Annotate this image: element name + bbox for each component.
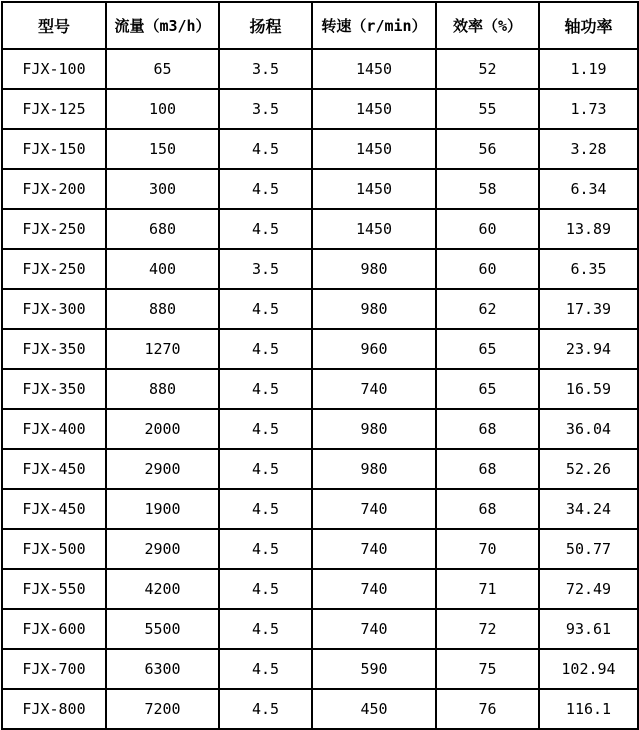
cell-speed: 740 <box>312 609 436 649</box>
cell-efficiency: 68 <box>436 409 539 449</box>
cell-flow: 1900 <box>106 489 219 529</box>
cell-shaft-power: 3.28 <box>539 129 638 169</box>
cell-speed: 1450 <box>312 89 436 129</box>
table-row <box>2 209 638 249</box>
table-row <box>2 489 638 529</box>
table-row <box>2 169 638 209</box>
cell-flow: 2900 <box>106 449 219 489</box>
cell-flow: 6300 <box>106 649 219 689</box>
table-header <box>2 2 638 49</box>
cell-head: 4.5 <box>219 649 312 689</box>
cell-efficiency: 60 <box>436 249 539 289</box>
cell-shaft-power: 50.77 <box>539 529 638 569</box>
table-row <box>2 49 638 89</box>
cell-model: FJX-125 <box>2 89 106 129</box>
cell-model: FJX-550 <box>2 569 106 609</box>
cell-shaft-power: 13.89 <box>539 209 638 249</box>
cell-model: FJX-450 <box>2 449 106 489</box>
table-row <box>2 449 638 489</box>
cell-speed: 1450 <box>312 129 436 169</box>
cell-model: FJX-700 <box>2 649 106 689</box>
cell-head: 4.5 <box>219 369 312 409</box>
cell-shaft-power: 36.04 <box>539 409 638 449</box>
cell-efficiency: 52 <box>436 49 539 89</box>
header-head: 扬程 <box>219 2 312 49</box>
pump-spec-table <box>1 1 639 730</box>
cell-speed: 980 <box>312 289 436 329</box>
cell-shaft-power: 34.24 <box>539 489 638 529</box>
cell-speed: 960 <box>312 329 436 369</box>
cell-speed: 740 <box>312 529 436 569</box>
cell-speed: 1450 <box>312 49 436 89</box>
cell-model: FJX-450 <box>2 489 106 529</box>
cell-speed: 740 <box>312 369 436 409</box>
cell-efficiency: 58 <box>436 169 539 209</box>
cell-shaft-power: 6.35 <box>539 249 638 289</box>
cell-model: FJX-250 <box>2 249 106 289</box>
cell-speed: 450 <box>312 689 436 729</box>
cell-shaft-power: 23.94 <box>539 329 638 369</box>
cell-head: 4.5 <box>219 609 312 649</box>
cell-model: FJX-200 <box>2 169 106 209</box>
cell-head: 4.5 <box>219 169 312 209</box>
table-row <box>2 329 638 369</box>
table-row <box>2 409 638 449</box>
cell-flow: 680 <box>106 209 219 249</box>
cell-model: FJX-400 <box>2 409 106 449</box>
cell-efficiency: 62 <box>436 289 539 329</box>
header-model: 型号 <box>2 2 106 49</box>
cell-flow: 880 <box>106 289 219 329</box>
table-row <box>2 89 638 129</box>
cell-speed: 980 <box>312 449 436 489</box>
cell-flow: 880 <box>106 369 219 409</box>
cell-efficiency: 56 <box>436 129 539 169</box>
cell-speed: 1450 <box>312 169 436 209</box>
cell-model: FJX-500 <box>2 529 106 569</box>
cell-head: 4.5 <box>219 569 312 609</box>
cell-speed: 980 <box>312 409 436 449</box>
cell-model: FJX-600 <box>2 609 106 649</box>
cell-shaft-power: 17.39 <box>539 289 638 329</box>
cell-model: FJX-300 <box>2 289 106 329</box>
cell-speed: 590 <box>312 649 436 689</box>
cell-head: 4.5 <box>219 129 312 169</box>
cell-model: FJX-800 <box>2 689 106 729</box>
cell-efficiency: 72 <box>436 609 539 649</box>
cell-shaft-power: 16.59 <box>539 369 638 409</box>
table-row <box>2 649 638 689</box>
header-speed: 转速（r/min） <box>312 2 436 49</box>
cell-head: 4.5 <box>219 409 312 449</box>
table-row <box>2 129 638 169</box>
cell-flow: 100 <box>106 89 219 129</box>
cell-efficiency: 70 <box>436 529 539 569</box>
cell-head: 4.5 <box>219 529 312 569</box>
cell-shaft-power: 72.49 <box>539 569 638 609</box>
table-row <box>2 369 638 409</box>
table-row <box>2 249 638 289</box>
cell-head: 4.5 <box>219 449 312 489</box>
cell-speed: 740 <box>312 569 436 609</box>
cell-flow: 4200 <box>106 569 219 609</box>
header-shaft-power: 轴功率 <box>539 2 638 49</box>
cell-efficiency: 71 <box>436 569 539 609</box>
cell-shaft-power: 52.26 <box>539 449 638 489</box>
cell-speed: 1450 <box>312 209 436 249</box>
table-row <box>2 529 638 569</box>
cell-shaft-power: 6.34 <box>539 169 638 209</box>
header-row <box>2 2 638 49</box>
cell-head: 4.5 <box>219 489 312 529</box>
cell-model: FJX-150 <box>2 129 106 169</box>
cell-flow: 65 <box>106 49 219 89</box>
cell-flow: 2000 <box>106 409 219 449</box>
cell-head: 3.5 <box>219 249 312 289</box>
table-row <box>2 689 638 729</box>
table-body <box>2 49 638 729</box>
table-row <box>2 569 638 609</box>
cell-model: FJX-100 <box>2 49 106 89</box>
cell-efficiency: 68 <box>436 489 539 529</box>
cell-efficiency: 65 <box>436 369 539 409</box>
cell-flow: 400 <box>106 249 219 289</box>
cell-shaft-power: 102.94 <box>539 649 638 689</box>
cell-efficiency: 75 <box>436 649 539 689</box>
table-row <box>2 289 638 329</box>
cell-head: 4.5 <box>219 329 312 369</box>
cell-shaft-power: 1.73 <box>539 89 638 129</box>
cell-head: 4.5 <box>219 209 312 249</box>
cell-shaft-power: 93.61 <box>539 609 638 649</box>
cell-head: 3.5 <box>219 49 312 89</box>
cell-flow: 150 <box>106 129 219 169</box>
cell-speed: 740 <box>312 489 436 529</box>
cell-model: FJX-350 <box>2 329 106 369</box>
cell-flow: 2900 <box>106 529 219 569</box>
cell-efficiency: 60 <box>436 209 539 249</box>
cell-head: 4.5 <box>219 289 312 329</box>
cell-head: 4.5 <box>219 689 312 729</box>
cell-efficiency: 55 <box>436 89 539 129</box>
cell-head: 3.5 <box>219 89 312 129</box>
table-row <box>2 609 638 649</box>
cell-efficiency: 68 <box>436 449 539 489</box>
header-flow: 流量（m3/h） <box>106 2 219 49</box>
cell-flow: 5500 <box>106 609 219 649</box>
cell-flow: 1270 <box>106 329 219 369</box>
cell-shaft-power: 1.19 <box>539 49 638 89</box>
cell-shaft-power: 116.1 <box>539 689 638 729</box>
cell-flow: 300 <box>106 169 219 209</box>
header-efficiency: 效率（%） <box>436 2 539 49</box>
cell-efficiency: 65 <box>436 329 539 369</box>
cell-speed: 980 <box>312 249 436 289</box>
cell-model: FJX-250 <box>2 209 106 249</box>
cell-efficiency: 76 <box>436 689 539 729</box>
cell-flow: 7200 <box>106 689 219 729</box>
cell-model: FJX-350 <box>2 369 106 409</box>
